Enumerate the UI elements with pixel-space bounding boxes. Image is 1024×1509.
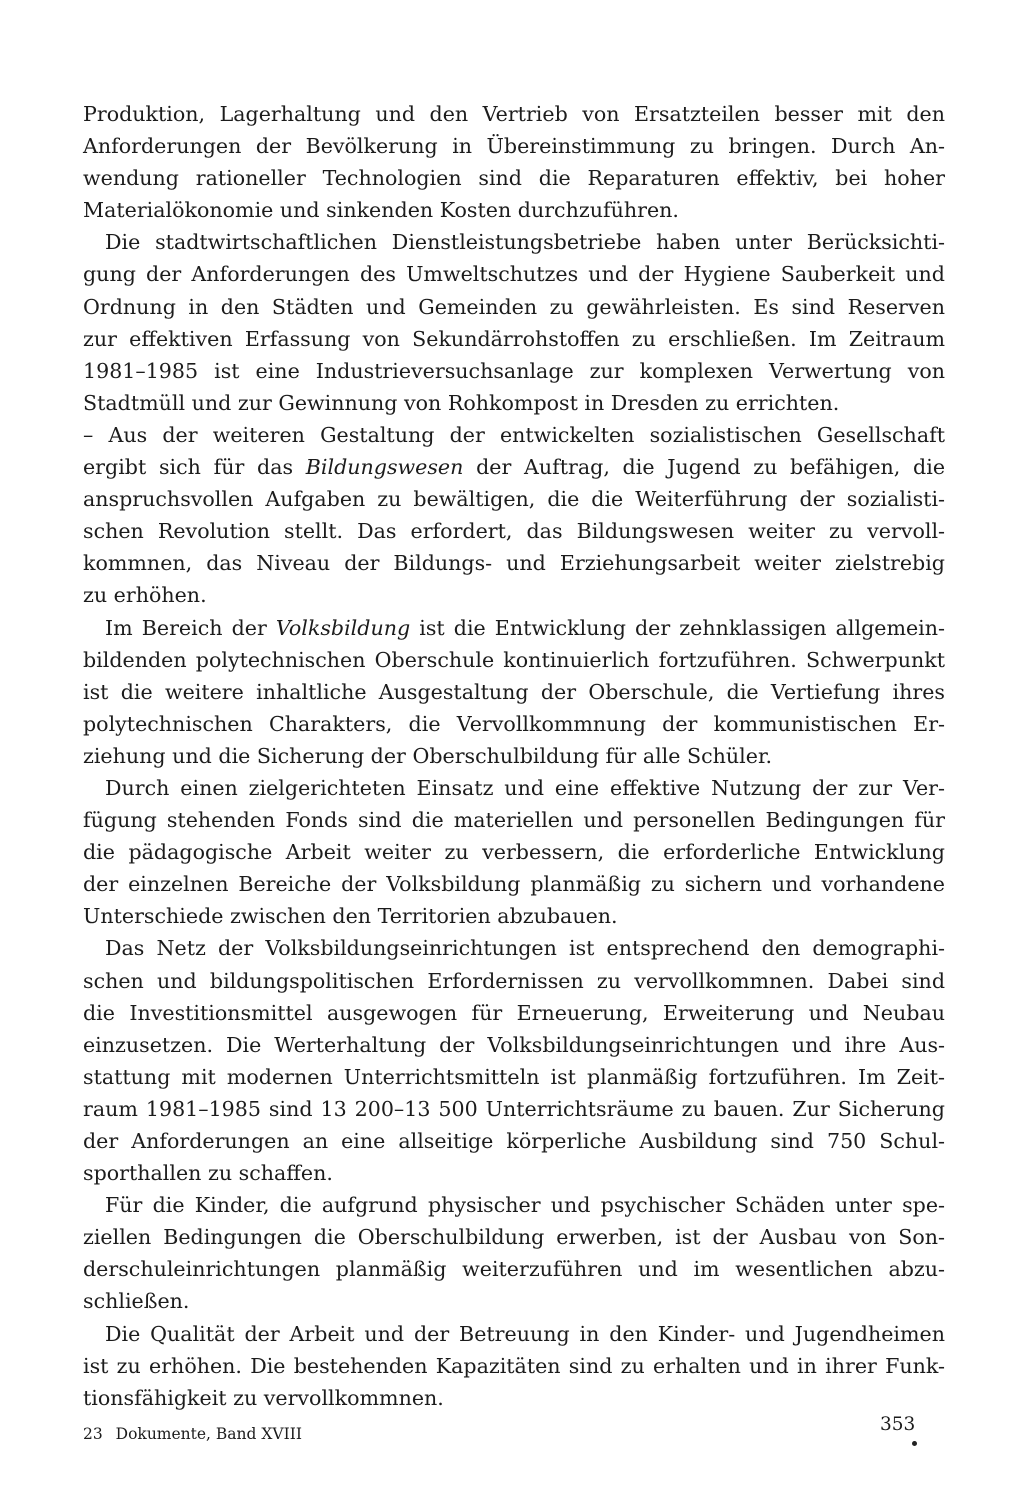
text-line: Anforderungen der Bevölkerung in Übereinstimmung zu bringen. Durch An- <box>83 134 945 159</box>
paragraph <box>83 98 945 226</box>
emphasis: Bildungswesen <box>305 455 464 480</box>
text-line: sporthallen zu schaffen. <box>83 1161 333 1186</box>
text-line: ergibt sich für das Bildungswesen der Auftrag, die Jugend zu befähigen, die <box>83 455 946 480</box>
footer-source-title: Dokumente, Band XVIII <box>115 1425 302 1443</box>
text-line: Durch einen zielgerichteten Einsatz und eine effektive Nutzung der zur Ver- <box>105 775 945 800</box>
text-line: zur effektiven Erfassung von Sekundärrohstoffen zu erschließen. Im Zeitraum <box>83 326 945 351</box>
text-line: der Anforderungen an eine allseitige körperliche Ausbildung sind 750 Schul- <box>83 1129 945 1153</box>
text-line: schließen. <box>83 1289 190 1314</box>
text-line: schen Revolution stellt. Das erfordert, das Bildungswesen weiter zu vervoll- <box>83 519 945 544</box>
text-line: polytechnischen Charakters, die Vervollkommnung der kommunistischen Er- <box>83 711 945 736</box>
paragraph <box>83 1189 945 1317</box>
text-line: ist die weitere inhaltliche Ausgestaltung der Oberschule, die Vertiefung ihres <box>83 679 945 704</box>
text-line: – Aus der weiteren Gestaltung der entwickelten sozialistischen Gesellschaft <box>83 422 945 447</box>
text-line: ziellen Bedingungen die Oberschulbildung erwerben, ist der Ausbau von Son- <box>83 1225 945 1250</box>
text-line: anspruchsvollen Aufgaben zu bewältigen, die die Weiterführung der sozialisti- <box>83 487 945 512</box>
text-line: Das Netz der Volksbildungseinrichtungen ist entsprechend den demographi- <box>105 936 945 961</box>
text-line: Stadtmüll und zur Gewinnung von Rohkompost in Dresden zu errichten. <box>83 390 840 415</box>
text-line: ziehung und die Sicherung der Oberschulbildung für alle Schüler. <box>83 743 773 768</box>
text-line: schen und bildungspolitischen Erfordernissen zu vervollkommnen. Dabei sind <box>83 968 945 993</box>
text-line: derschuleinrichtungen planmäßig weiterzuführen und im wesentlichen abzu- <box>83 1257 945 1282</box>
body-text <box>83 98 945 1414</box>
text-line: ist zu erhöhen. Die bestehenden Kapazitäten sind zu erhalten und in ihrer Funk- <box>83 1353 945 1378</box>
sheet-signature: 23 <box>83 1425 103 1443</box>
paragraph <box>83 612 945 772</box>
paragraph <box>83 226 945 419</box>
text-line: Materialökonomie und sinkenden Kosten durchzuführen. <box>83 198 679 223</box>
text-line: stattung mit modernen Unterrichtsmitteln ist planmäßig fortzuführen. Im Zeit- <box>83 1064 945 1089</box>
text-line: tionsfähigkeit zu vervollkommnen. <box>83 1385 444 1410</box>
text-line: bildenden polytechnischen Oberschule kontinuierlich fortzuführen. Schwerpunkt <box>83 647 945 672</box>
paragraph <box>83 1318 945 1414</box>
text-line: Im Bereich der Volksbildung ist die Entwicklung der zehnklassigen allgemein- <box>105 615 945 640</box>
text-line: Ordnung in den Städten und Gemeinden zu gewährleisten. Es sind Reserven <box>83 294 945 319</box>
text-line: gung der Anforderungen des Umweltschutzes und der Hygiene Sauberkeit und <box>83 262 945 287</box>
footer-source <box>83 1424 302 1444</box>
text-line: einzusetzen. Die Werterhaltung der Volksbildungseinrichtungen und ihre Aus- <box>83 1032 945 1057</box>
text-line: wendung rationeller Technologien sind die Reparaturen effektiv, bei hoher <box>83 166 945 191</box>
emphasis: Volksbildung <box>275 615 411 640</box>
text-line: die Investitionsmittel ausgewogen für Erneuerung, Erweiterung und Neubau <box>83 1000 945 1025</box>
paragraph <box>83 772 945 932</box>
page-number: 353 <box>880 1414 916 1435</box>
text-line: Produktion, Lagerhaltung und den Vertrieb von Ersatzteilen besser mit den <box>83 102 945 126</box>
text-line: kommnen, das Niveau der Bildungs- und Erziehungsarbeit weiter zielstrebig <box>83 551 945 576</box>
text-line: 1981–1985 ist eine Industrieversuchsanlage zur komplexen Verwertung von <box>83 358 945 383</box>
text-line: die pädagogische Arbeit weiter zu verbessern, die erforderliche Entwicklung <box>83 840 945 865</box>
text-line: Unterschiede zwischen den Territorien abzubauen. <box>83 904 618 929</box>
text-line: fügung stehenden Fonds sind die materiellen und personellen Bedingungen für <box>83 808 945 833</box>
text-line: Für die Kinder, die aufgrund physischer und psychischer Schäden unter spe- <box>105 1193 945 1218</box>
paragraph <box>83 932 945 1189</box>
text-line: Die Qualität der Arbeit und der Betreuung in den Kinder- und Jugendheimen <box>105 1321 945 1346</box>
text-line: raum 1981–1985 sind 13 200–13 500 Unterrichtsräume zu bauen. Zur Sicherung <box>83 1096 945 1121</box>
paragraph <box>83 419 945 612</box>
text-line: Die stadtwirtschaftlichen Dienstleistungsbetriebe haben unter Berücksichti- <box>105 230 945 255</box>
text-line: zu erhöhen. <box>83 583 207 608</box>
print-mark <box>912 1441 917 1446</box>
text-line: der einzelnen Bereiche der Volksbildung planmäßig zu sichern und vorhandene <box>83 872 945 897</box>
